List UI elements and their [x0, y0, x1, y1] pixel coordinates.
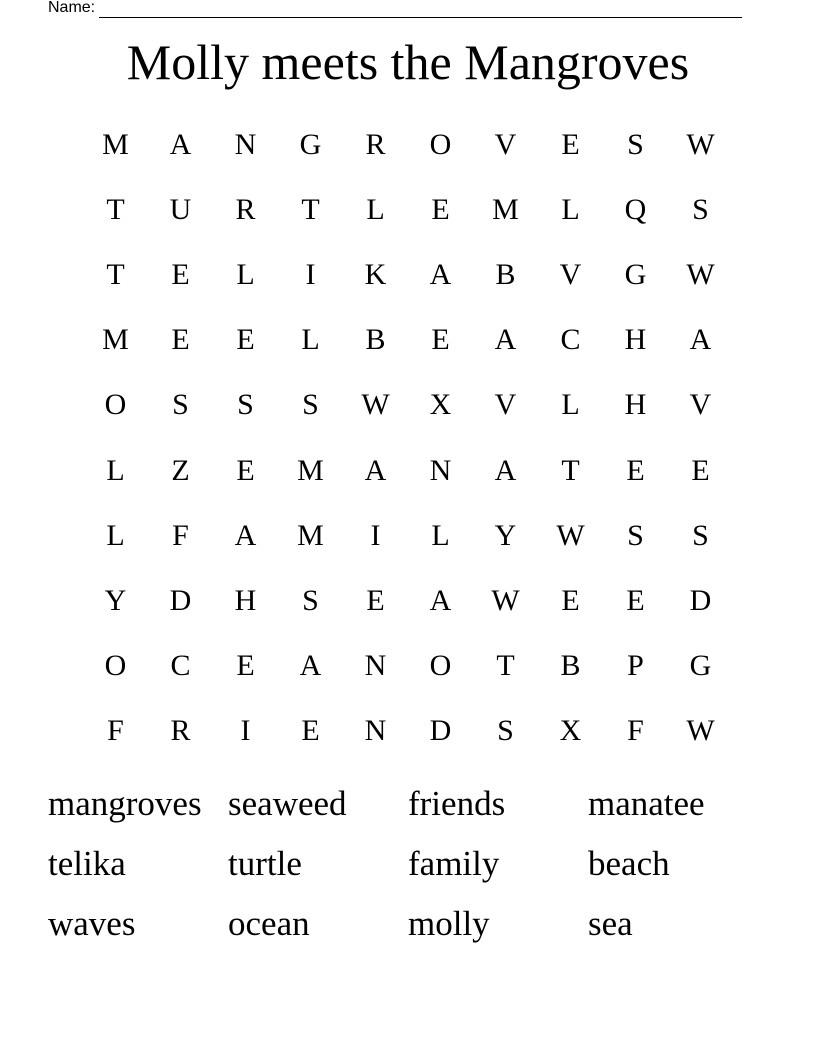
- grid-letter[interactable]: E: [236, 649, 255, 683]
- grid-letter[interactable]: A: [234, 518, 257, 552]
- grid-letter[interactable]: S: [237, 388, 254, 422]
- grid-letter[interactable]: W: [361, 388, 390, 422]
- name-label: Name:: [48, 0, 96, 16]
- grid-letter[interactable]: V: [494, 388, 517, 422]
- grid-letter[interactable]: U: [169, 192, 192, 226]
- grid-letter[interactable]: L: [106, 453, 125, 487]
- grid-letter[interactable]: E: [236, 323, 255, 357]
- grid-letter[interactable]: K: [364, 257, 387, 291]
- grid-letter[interactable]: F: [627, 714, 644, 748]
- grid-letter[interactable]: B: [365, 323, 386, 357]
- grid-letter[interactable]: T: [561, 453, 580, 487]
- grid-letter[interactable]: D: [169, 583, 192, 617]
- grid-letter[interactable]: O: [429, 649, 452, 683]
- grid-letter[interactable]: E: [626, 453, 645, 487]
- grid-letter[interactable]: O: [104, 649, 127, 683]
- grid-letter[interactable]: Y: [104, 583, 127, 617]
- grid-row: [83, 308, 733, 373]
- grid-row: [83, 438, 733, 503]
- grid-letter[interactable]: W: [491, 583, 520, 617]
- grid-letter[interactable]: V: [559, 257, 582, 291]
- grid-letter[interactable]: M: [297, 518, 324, 552]
- grid-letter[interactable]: W: [686, 127, 715, 161]
- grid-letter[interactable]: V: [494, 127, 517, 161]
- grid-letter[interactable]: N: [429, 453, 452, 487]
- grid-letter[interactable]: E: [171, 257, 190, 291]
- grid-row: [83, 634, 733, 699]
- grid-letter[interactable]: C: [170, 649, 191, 683]
- word-list-item: waves: [48, 904, 136, 943]
- grid-letter[interactable]: E: [431, 323, 450, 357]
- grid-letter[interactable]: F: [107, 714, 124, 748]
- grid-letter[interactable]: T: [301, 192, 320, 226]
- word-search-grid: [83, 112, 733, 764]
- word-list-item: sea: [588, 904, 633, 943]
- grid-letter[interactable]: A: [364, 453, 387, 487]
- grid-row: [83, 177, 733, 242]
- grid-letter[interactable]: E: [301, 714, 320, 748]
- grid-letter[interactable]: B: [495, 257, 516, 291]
- word-list-item: seaweed: [228, 784, 347, 823]
- grid-letter[interactable]: L: [301, 323, 320, 357]
- grid-letter[interactable]: N: [364, 714, 387, 748]
- grid-letter[interactable]: S: [692, 192, 709, 226]
- grid-letter[interactable]: I: [370, 518, 381, 552]
- word-list-item: family: [408, 844, 500, 883]
- grid-row: [83, 568, 733, 633]
- grid-letter[interactable]: D: [429, 714, 452, 748]
- grid-letter[interactable]: S: [497, 714, 514, 748]
- grid-letter[interactable]: S: [302, 583, 319, 617]
- word-list: [48, 782, 768, 962]
- grid-letter[interactable]: W: [556, 518, 585, 552]
- grid-letter[interactable]: E: [366, 583, 385, 617]
- grid-letter[interactable]: W: [686, 257, 715, 291]
- grid-letter[interactable]: E: [691, 453, 710, 487]
- grid-letter[interactable]: E: [236, 453, 255, 487]
- word-list-item: turtle: [228, 844, 302, 883]
- grid-letter[interactable]: R: [170, 714, 191, 748]
- grid-letter[interactable]: M: [492, 192, 519, 226]
- page-title: Molly meets the Mangroves: [126, 34, 690, 90]
- grid-letter[interactable]: X: [559, 714, 582, 748]
- word-list-item: mangroves: [48, 784, 202, 823]
- grid-letter[interactable]: G: [689, 649, 712, 683]
- grid-letter[interactable]: O: [104, 388, 127, 422]
- grid-letter[interactable]: E: [561, 127, 580, 161]
- grid-letter[interactable]: L: [561, 388, 580, 422]
- name-underline[interactable]: [99, 1, 742, 18]
- grid-letter[interactable]: F: [172, 518, 189, 552]
- grid-letter[interactable]: Z: [171, 453, 190, 487]
- grid-letter[interactable]: X: [429, 388, 452, 422]
- grid-letter[interactable]: V: [689, 388, 712, 422]
- grid-letter[interactable]: L: [366, 192, 385, 226]
- word-list-item: friends: [408, 784, 506, 823]
- grid-row: [83, 242, 733, 307]
- grid-row: [83, 503, 733, 568]
- grid-letter[interactable]: N: [234, 127, 257, 161]
- grid-letter[interactable]: P: [627, 649, 644, 683]
- grid-letter[interactable]: L: [431, 518, 450, 552]
- grid-letter[interactable]: S: [627, 518, 644, 552]
- name-field[interactable]: [48, 0, 742, 18]
- grid-letter[interactable]: M: [297, 453, 324, 487]
- grid-letter[interactable]: E: [431, 192, 450, 226]
- grid-letter[interactable]: A: [299, 649, 322, 683]
- grid-letter[interactable]: C: [560, 323, 581, 357]
- grid-letter[interactable]: B: [560, 649, 581, 683]
- grid-letter[interactable]: R: [365, 127, 386, 161]
- grid-letter[interactable]: D: [689, 583, 712, 617]
- grid-letter[interactable]: H: [624, 388, 647, 422]
- grid-letter[interactable]: E: [171, 323, 190, 357]
- grid-letter[interactable]: I: [240, 714, 251, 748]
- grid-letter[interactable]: M: [102, 323, 129, 357]
- grid-letter[interactable]: S: [172, 388, 189, 422]
- grid-letter[interactable]: A: [494, 323, 517, 357]
- grid-row: [83, 373, 733, 438]
- grid-letter[interactable]: I: [305, 257, 316, 291]
- grid-letter[interactable]: L: [561, 192, 580, 226]
- grid-letter[interactable]: A: [429, 257, 452, 291]
- grid-letter[interactable]: G: [299, 127, 322, 161]
- grid-letter[interactable]: S: [627, 127, 644, 161]
- grid-letter[interactable]: H: [624, 323, 647, 357]
- grid-letter[interactable]: S: [692, 518, 709, 552]
- word-list-item: molly: [408, 904, 490, 943]
- grid-letter[interactable]: L: [236, 257, 255, 291]
- grid-letter[interactable]: L: [106, 518, 125, 552]
- grid-letter[interactable]: T: [106, 257, 125, 291]
- word-list-item: telika: [48, 844, 126, 883]
- grid-letter[interactable]: A: [429, 583, 452, 617]
- word-list-item: beach: [588, 844, 670, 883]
- grid-letter[interactable]: A: [689, 323, 712, 357]
- word-list-item: ocean: [228, 904, 310, 943]
- grid-row: [83, 112, 733, 177]
- grid-letter[interactable]: N: [364, 649, 387, 683]
- grid-letter[interactable]: Y: [494, 518, 517, 552]
- word-list-item: manatee: [588, 784, 705, 823]
- grid-letter[interactable]: M: [102, 127, 129, 161]
- grid-letter[interactable]: T: [106, 192, 125, 226]
- grid-letter[interactable]: A: [494, 453, 517, 487]
- grid-letter[interactable]: E: [626, 583, 645, 617]
- grid-letter[interactable]: S: [302, 388, 319, 422]
- grid-letter[interactable]: W: [686, 714, 715, 748]
- grid-letter[interactable]: E: [561, 583, 580, 617]
- grid-row: [83, 699, 733, 764]
- grid-letter[interactable]: A: [169, 127, 192, 161]
- grid-letter[interactable]: R: [235, 192, 256, 226]
- grid-letter[interactable]: H: [234, 583, 257, 617]
- grid-letter[interactable]: Q: [624, 192, 647, 226]
- grid-letter[interactable]: G: [624, 257, 647, 291]
- grid-letter[interactable]: O: [429, 127, 452, 161]
- grid-letter[interactable]: T: [496, 649, 515, 683]
